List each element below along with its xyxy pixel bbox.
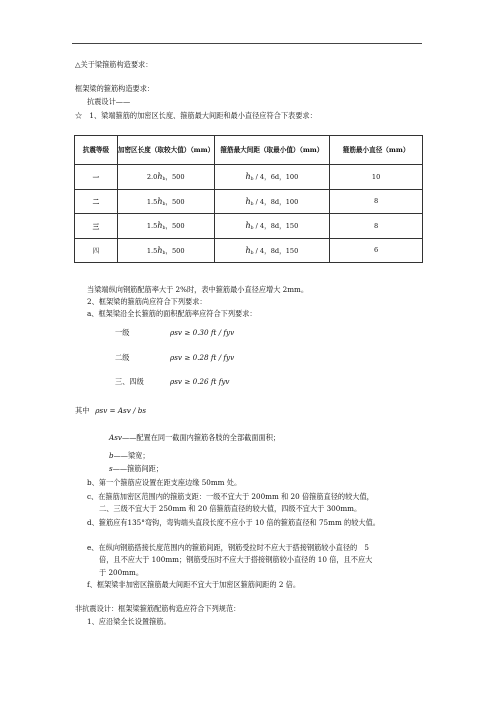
item-e-line1: e、在纵向钢筋搭接长度范围内的箍筋间距，钢筋受拉时不应大于搭接钢筋较小直径的 5 bbox=[87, 543, 369, 552]
where-row bbox=[75, 406, 146, 416]
spacing-cell: $h_b / 4$，8d，100 bbox=[214, 189, 330, 214]
diameter-cell: 8 bbox=[330, 189, 423, 214]
length-cell: $1.5h_b$，500 bbox=[117, 238, 214, 263]
item-2: 2、框架梁的箍筋尚应符合下列要求： bbox=[87, 297, 207, 306]
formula-grade: 一级 bbox=[115, 328, 130, 337]
item-c-line2: 二、三级不宜大于 250mm 和 20 倍箍筋直径的较大值，四级不宜大于 300mm。 bbox=[99, 504, 362, 513]
diameter-cell: 6 bbox=[330, 238, 423, 263]
definition-symbol: Asv bbox=[109, 433, 122, 442]
seismic-title: 抗震设计—— bbox=[87, 97, 131, 106]
grade-cell: 四 bbox=[75, 238, 118, 263]
spacing-cell: $h_b / 4$，6d，100 bbox=[214, 165, 330, 190]
grade-cell: 二 bbox=[75, 189, 118, 214]
header-rule bbox=[72, 43, 422, 44]
header-spacing: 箍筋最大间距（取最小值）（mm） bbox=[214, 136, 330, 165]
nonseismic-item-1: 1、应沿梁全长设置箍筋。 bbox=[87, 617, 171, 626]
nonseismic-title: 非抗震设计：框架梁箍筋配筋构造应符合下列规范： bbox=[75, 604, 241, 613]
length-cell: $1.5h_b$，500 bbox=[117, 189, 214, 214]
heading: △关于梁箍筋构造要求： bbox=[75, 60, 153, 69]
item-f: f、框架梁非加密区箍筋最大间距不宜大于加密区箍筋间距的 2 倍。 bbox=[87, 580, 301, 589]
formula-expr: ρsv ≥ 0.28 ft / fyv bbox=[170, 353, 235, 362]
subheading: 框架梁的箍筋构造要求： bbox=[75, 84, 155, 93]
grade-cell: 三 bbox=[75, 214, 118, 239]
formula-row bbox=[115, 353, 234, 363]
table-row bbox=[75, 214, 423, 239]
grade-cell: 一 bbox=[75, 165, 118, 190]
formula-expr: ρsv ≥ 0.26 ft fyv bbox=[170, 377, 230, 386]
table-row bbox=[75, 189, 423, 214]
definition-text: ——梁宽； bbox=[113, 451, 150, 460]
formula-grade: 三、四级 bbox=[115, 377, 144, 386]
spacing-cell: $h_b / 4$，8d，150 bbox=[214, 238, 330, 263]
item-e-line3: 于 200mm。 bbox=[99, 568, 144, 577]
definition-symbol: s bbox=[109, 464, 113, 473]
item-e-line2: 倍，且不应大于 100mm；钢筋受压时不应大于搭接钢筋较小直径的 10 倍，且不应大 bbox=[99, 555, 373, 564]
formula-expr: ρsv ≥ 0.30 ft / fyv bbox=[170, 328, 235, 337]
where-label: 其中 bbox=[75, 406, 90, 415]
length-cell: $1.5h_b$，500 bbox=[117, 214, 214, 239]
spacing-cell: $h_b / 4$，8d，150 bbox=[214, 214, 330, 239]
definition-row bbox=[109, 451, 150, 461]
note-rebar: 当梁端纵向钢筋配筋率大于 2%时，表中箍筋最小直径应增大 2mm。 bbox=[87, 285, 309, 294]
definition-row bbox=[109, 433, 280, 443]
definition-row bbox=[109, 464, 163, 474]
item-c-line1: c、在箍筋加密区范围内的箍筋支距：一级不宜大于 200mm 和 20 倍箍筋直径的较大值， bbox=[87, 492, 374, 501]
table-row bbox=[75, 165, 423, 190]
header-length: 加密区长度（取较大值）（mm） bbox=[117, 136, 214, 165]
stirrup-table bbox=[74, 135, 423, 263]
definition-text: ——配置在同一截面内箍筋各肢的全部截面面积； bbox=[121, 433, 281, 442]
item-b: b、第一个箍筋应设置在距支座边缘 50mm 处。 bbox=[87, 478, 242, 487]
diameter-cell: 8 bbox=[330, 214, 423, 239]
where-expr: ρsv = Asv / bs bbox=[95, 406, 147, 415]
item-d: d、箍筋应有135°弯钩，弯钩端头直段长度不应小于 10 倍的箍筋直径和 75mm 的较大值。 bbox=[87, 518, 380, 527]
header-diameter: 箍筋最小直径（mm） bbox=[330, 136, 423, 165]
item-a: a、框架梁沿全长箍筋的面积配筋率应符合下列要求： bbox=[87, 309, 257, 318]
definition-text: ——箍筋间距； bbox=[112, 464, 164, 473]
length-cell: $2.0h_b$，500 bbox=[117, 165, 214, 190]
header-grade: 抗震等级 bbox=[75, 136, 118, 165]
diameter-cell: 10 bbox=[330, 165, 423, 190]
formula-row bbox=[115, 377, 229, 387]
formula-row bbox=[115, 328, 234, 338]
item-1: ☆ 1、梁端箍筋的加密区长度、箍筋最大间距和最小直径应符合下表要求： bbox=[75, 111, 317, 120]
definition-symbol: b bbox=[109, 451, 114, 460]
formula-grade: 二级 bbox=[115, 353, 130, 362]
table-header-row bbox=[75, 136, 423, 165]
table-row bbox=[75, 238, 423, 263]
